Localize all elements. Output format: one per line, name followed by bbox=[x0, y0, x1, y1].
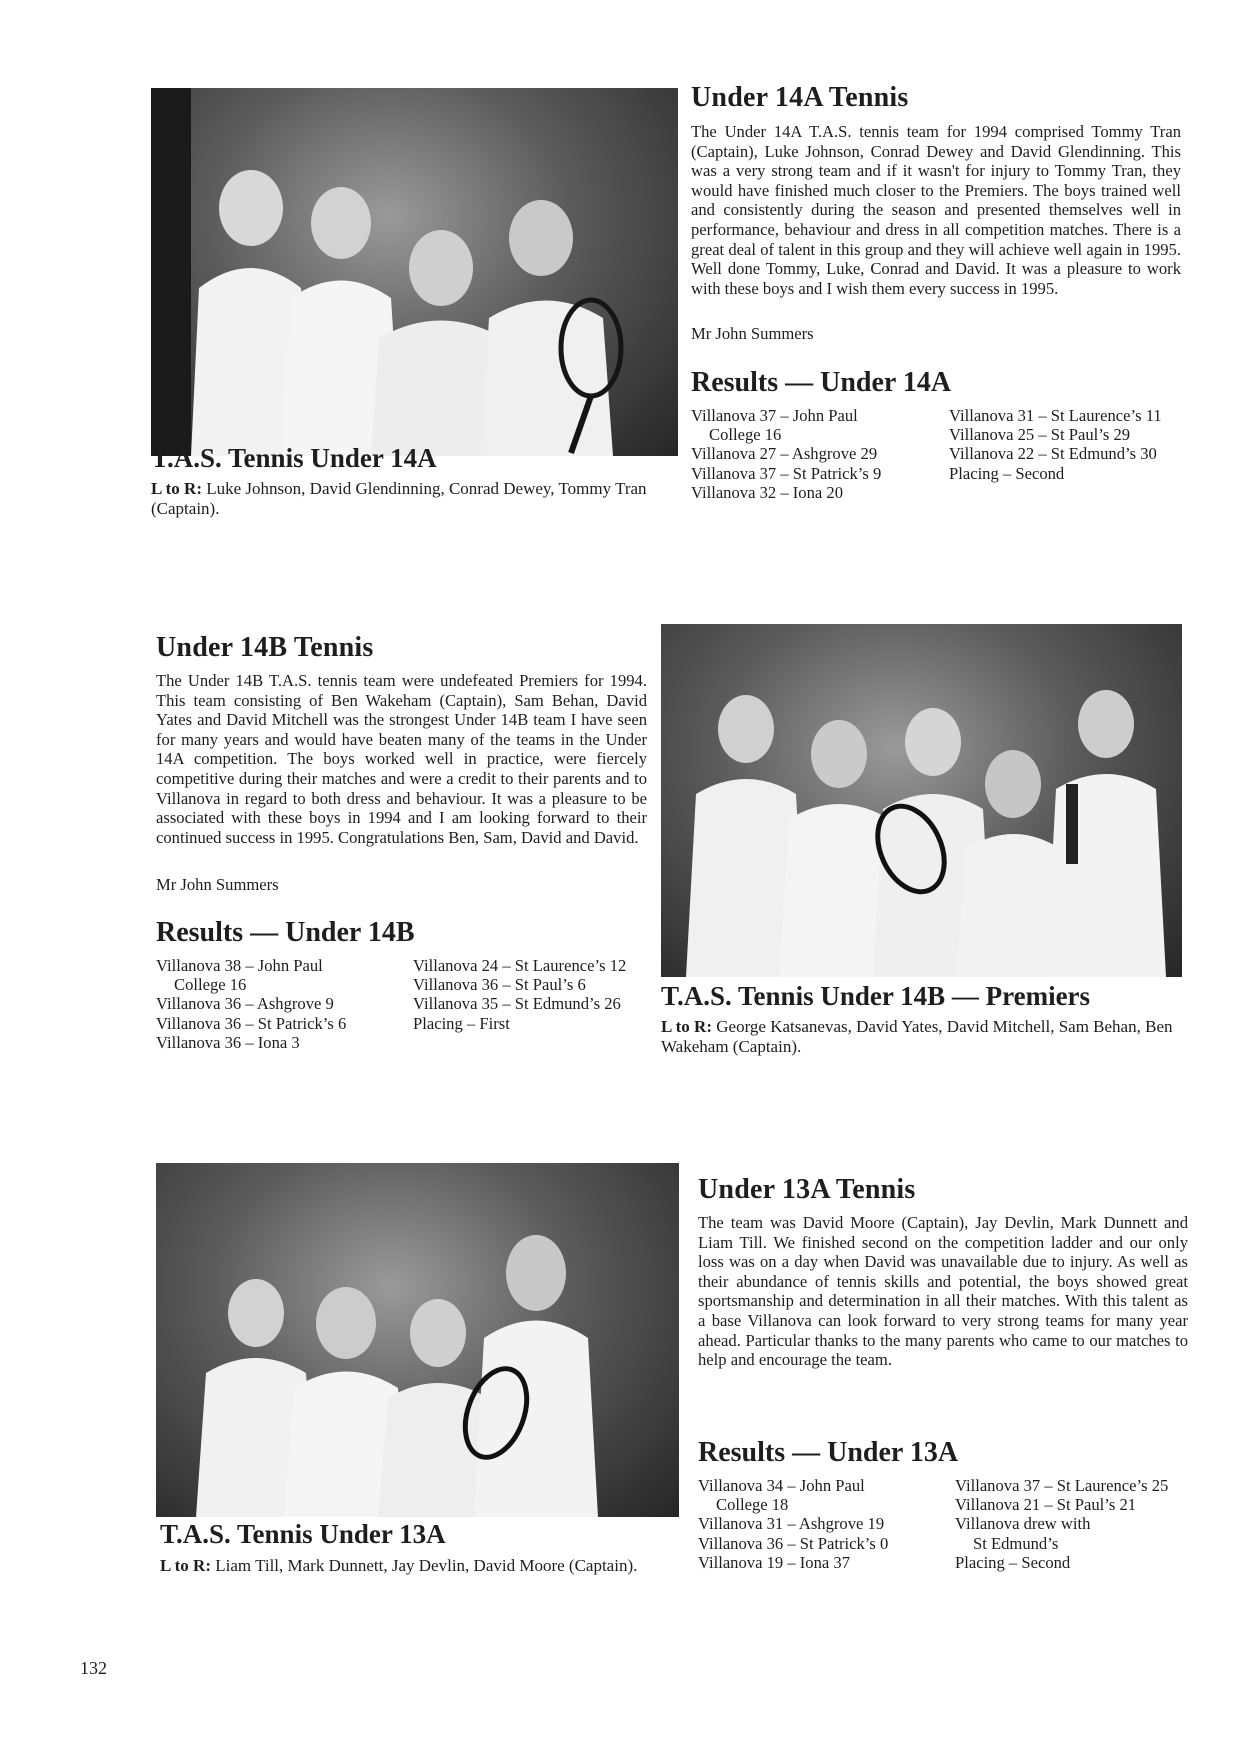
result-line: College 18 bbox=[716, 1495, 789, 1515]
section-body-under-14a: The Under 14A T.A.S. tennis team for 1994 comprised Tommy Tran (Captain), Luke Johnson, Conrad Dewey and David Glendinning. This was a very strong team and if it wasn't for injury to Tommy Tran, they would have finished much closer to the Premiers. The boys trained well and consistently during the season and presented themselves well in performance, behaviour and dress in all competition matches. There is a great deal of talent in this group and they will achieve well again in 1995. Well done Tommy, Luke, Conrad and David. It was a pleasure to work with these boys and I wish them every success in 1995. bbox=[691, 122, 1181, 298]
result-line: Villanova 24 – St Laurence’s 12 bbox=[413, 956, 627, 975]
results-list-under-13a-right bbox=[955, 1476, 1168, 1572]
photo-caption-under-14b bbox=[661, 1017, 1183, 1057]
section-title-under-14a: Under 14A Tennis bbox=[691, 82, 909, 113]
result-line: Villanova 31 – Ashgrove 19 bbox=[698, 1514, 885, 1534]
result-line: Placing – Second bbox=[949, 463, 1065, 483]
result-line: Villanova 37 – St Laurence’s 25 bbox=[955, 1476, 1169, 1495]
results-list-under-14a-right bbox=[949, 406, 1162, 483]
section-title-under-13a: Under 13A Tennis bbox=[698, 1174, 916, 1205]
results-title-under-14b: Results — Under 14B bbox=[156, 917, 415, 948]
caption-lead: L to R: bbox=[151, 479, 202, 498]
caption-names: Luke Johnson, David Glendinning, Conrad Dewey, Tommy Tran (Captain). bbox=[151, 479, 647, 518]
team-photo-under-14b-image bbox=[661, 624, 1182, 977]
result-line: Villanova 37 – John Paul bbox=[691, 406, 858, 425]
result-line: Villanova 21 – St Paul’s 21 bbox=[955, 1495, 1137, 1515]
result-line: Villanova 36 – St Paul’s 6 bbox=[413, 975, 586, 995]
result-line: Villanova 34 – John Paul bbox=[698, 1476, 865, 1495]
result-line: Villanova 37 – St Patrick’s 9 bbox=[691, 463, 882, 483]
result-line: Placing – First bbox=[413, 1013, 510, 1033]
result-line: Villanova 22 – St Edmund’s 30 bbox=[949, 444, 1157, 464]
photo-caption-title-under-14b: T.A.S. Tennis Under 14B — Premiers bbox=[661, 981, 1091, 1011]
photo-caption-under-13a bbox=[160, 1556, 690, 1576]
team-photo-under-13a-image bbox=[156, 1163, 679, 1517]
results-list-under-14b-right bbox=[413, 956, 626, 1033]
team-photo-under-14a-image bbox=[151, 88, 678, 456]
results-title-under-14a: Results — Under 14A bbox=[691, 367, 952, 398]
section-body-under-14b: The Under 14B T.A.S. tennis team were undefeated Premiers for 1994. This team consisting of Ben Wakeham (Captain), Sam Behan, David Yates and David Mitchell was the strongest Under 14B team I have seen for many years and would have beaten many of the teams in the Under 14A competition. The boys worked well in practice, were fiercely competitive during their matches and were a credit to their parents and to Villanova in regard to both dress and behaviour. It was a pleasure to be associated with these boys in 1994 and I am looking forward to their continued success in 1995. Congratulations Ben, Sam, David and David. bbox=[156, 671, 647, 847]
results-title-under-13a: Results — Under 13A bbox=[698, 1437, 959, 1468]
result-line: Villanova 36 – St Patrick’s 6 bbox=[156, 1013, 347, 1033]
caption-lead: L to R: bbox=[160, 1556, 211, 1575]
caption-names: Liam Till, Mark Dunnett, Jay Devlin, David Moore (Captain). bbox=[211, 1556, 638, 1575]
team-photo-under-13a bbox=[156, 1163, 679, 1517]
result-line: Villanova drew with bbox=[955, 1514, 1091, 1534]
photo-caption-title-under-13a: T.A.S. Tennis Under 13A bbox=[160, 1519, 446, 1549]
section-body-under-13a: The team was David Moore (Captain), Jay Devlin, Mark Dunnett and Liam Till. We finished second on the competition ladder and our only loss was on a day when David was unavailable due to injury. As well as their abundance of tennis skills and potential, the boys showed great sportsmanship and determination in all their matches. With this talent as a base Villanova can look forward to very strong teams for many year ahead. Particular thanks to the many parents who came to our matches to help and encourage the team. bbox=[698, 1213, 1188, 1370]
caption-lead: L to R: bbox=[661, 1017, 712, 1036]
photo-caption-title-under-14a: T.A.S. Tennis Under 14A bbox=[151, 443, 437, 473]
result-line: Villanova 27 – Ashgrove 29 bbox=[691, 444, 878, 464]
team-photo-under-14b bbox=[661, 624, 1182, 977]
photo-caption-under-14a bbox=[151, 479, 681, 519]
result-line: St Edmund’s bbox=[973, 1533, 1059, 1553]
section-title-under-14b: Under 14B Tennis bbox=[156, 632, 374, 663]
result-line: Placing – Second bbox=[955, 1552, 1071, 1572]
page-number: 132 bbox=[80, 1658, 107, 1678]
signature-under-14b: Mr John Summers bbox=[156, 875, 279, 894]
results-list-under-14a-left bbox=[691, 406, 881, 502]
caption-names: George Katsanevas, David Yates, David Mitchell, Sam Behan, Ben Wakeham (Captain). bbox=[661, 1017, 1173, 1056]
result-line: Villanova 19 – Iona 37 bbox=[698, 1552, 851, 1572]
result-line: College 16 bbox=[174, 975, 247, 995]
result-line: Villanova 38 – John Paul bbox=[156, 956, 323, 975]
result-line: Villanova 35 – St Edmund’s 26 bbox=[413, 994, 621, 1014]
result-line: College 16 bbox=[709, 425, 782, 445]
result-line: Villanova 36 – St Patrick’s 0 bbox=[698, 1533, 889, 1553]
result-line: Villanova 36 – Iona 3 bbox=[156, 1032, 300, 1052]
result-line: Villanova 25 – St Paul’s 29 bbox=[949, 425, 1131, 445]
results-list-under-13a-left bbox=[698, 1476, 888, 1572]
signature-under-14a: Mr John Summers bbox=[691, 324, 814, 343]
results-list-under-14b-left bbox=[156, 956, 346, 1052]
result-line: Villanova 36 – Ashgrove 9 bbox=[156, 994, 334, 1014]
team-photo-under-14a bbox=[151, 88, 678, 456]
result-line: Villanova 31 – St Laurence’s 11 bbox=[949, 406, 1162, 425]
result-line: Villanova 32 – Iona 20 bbox=[691, 482, 844, 502]
